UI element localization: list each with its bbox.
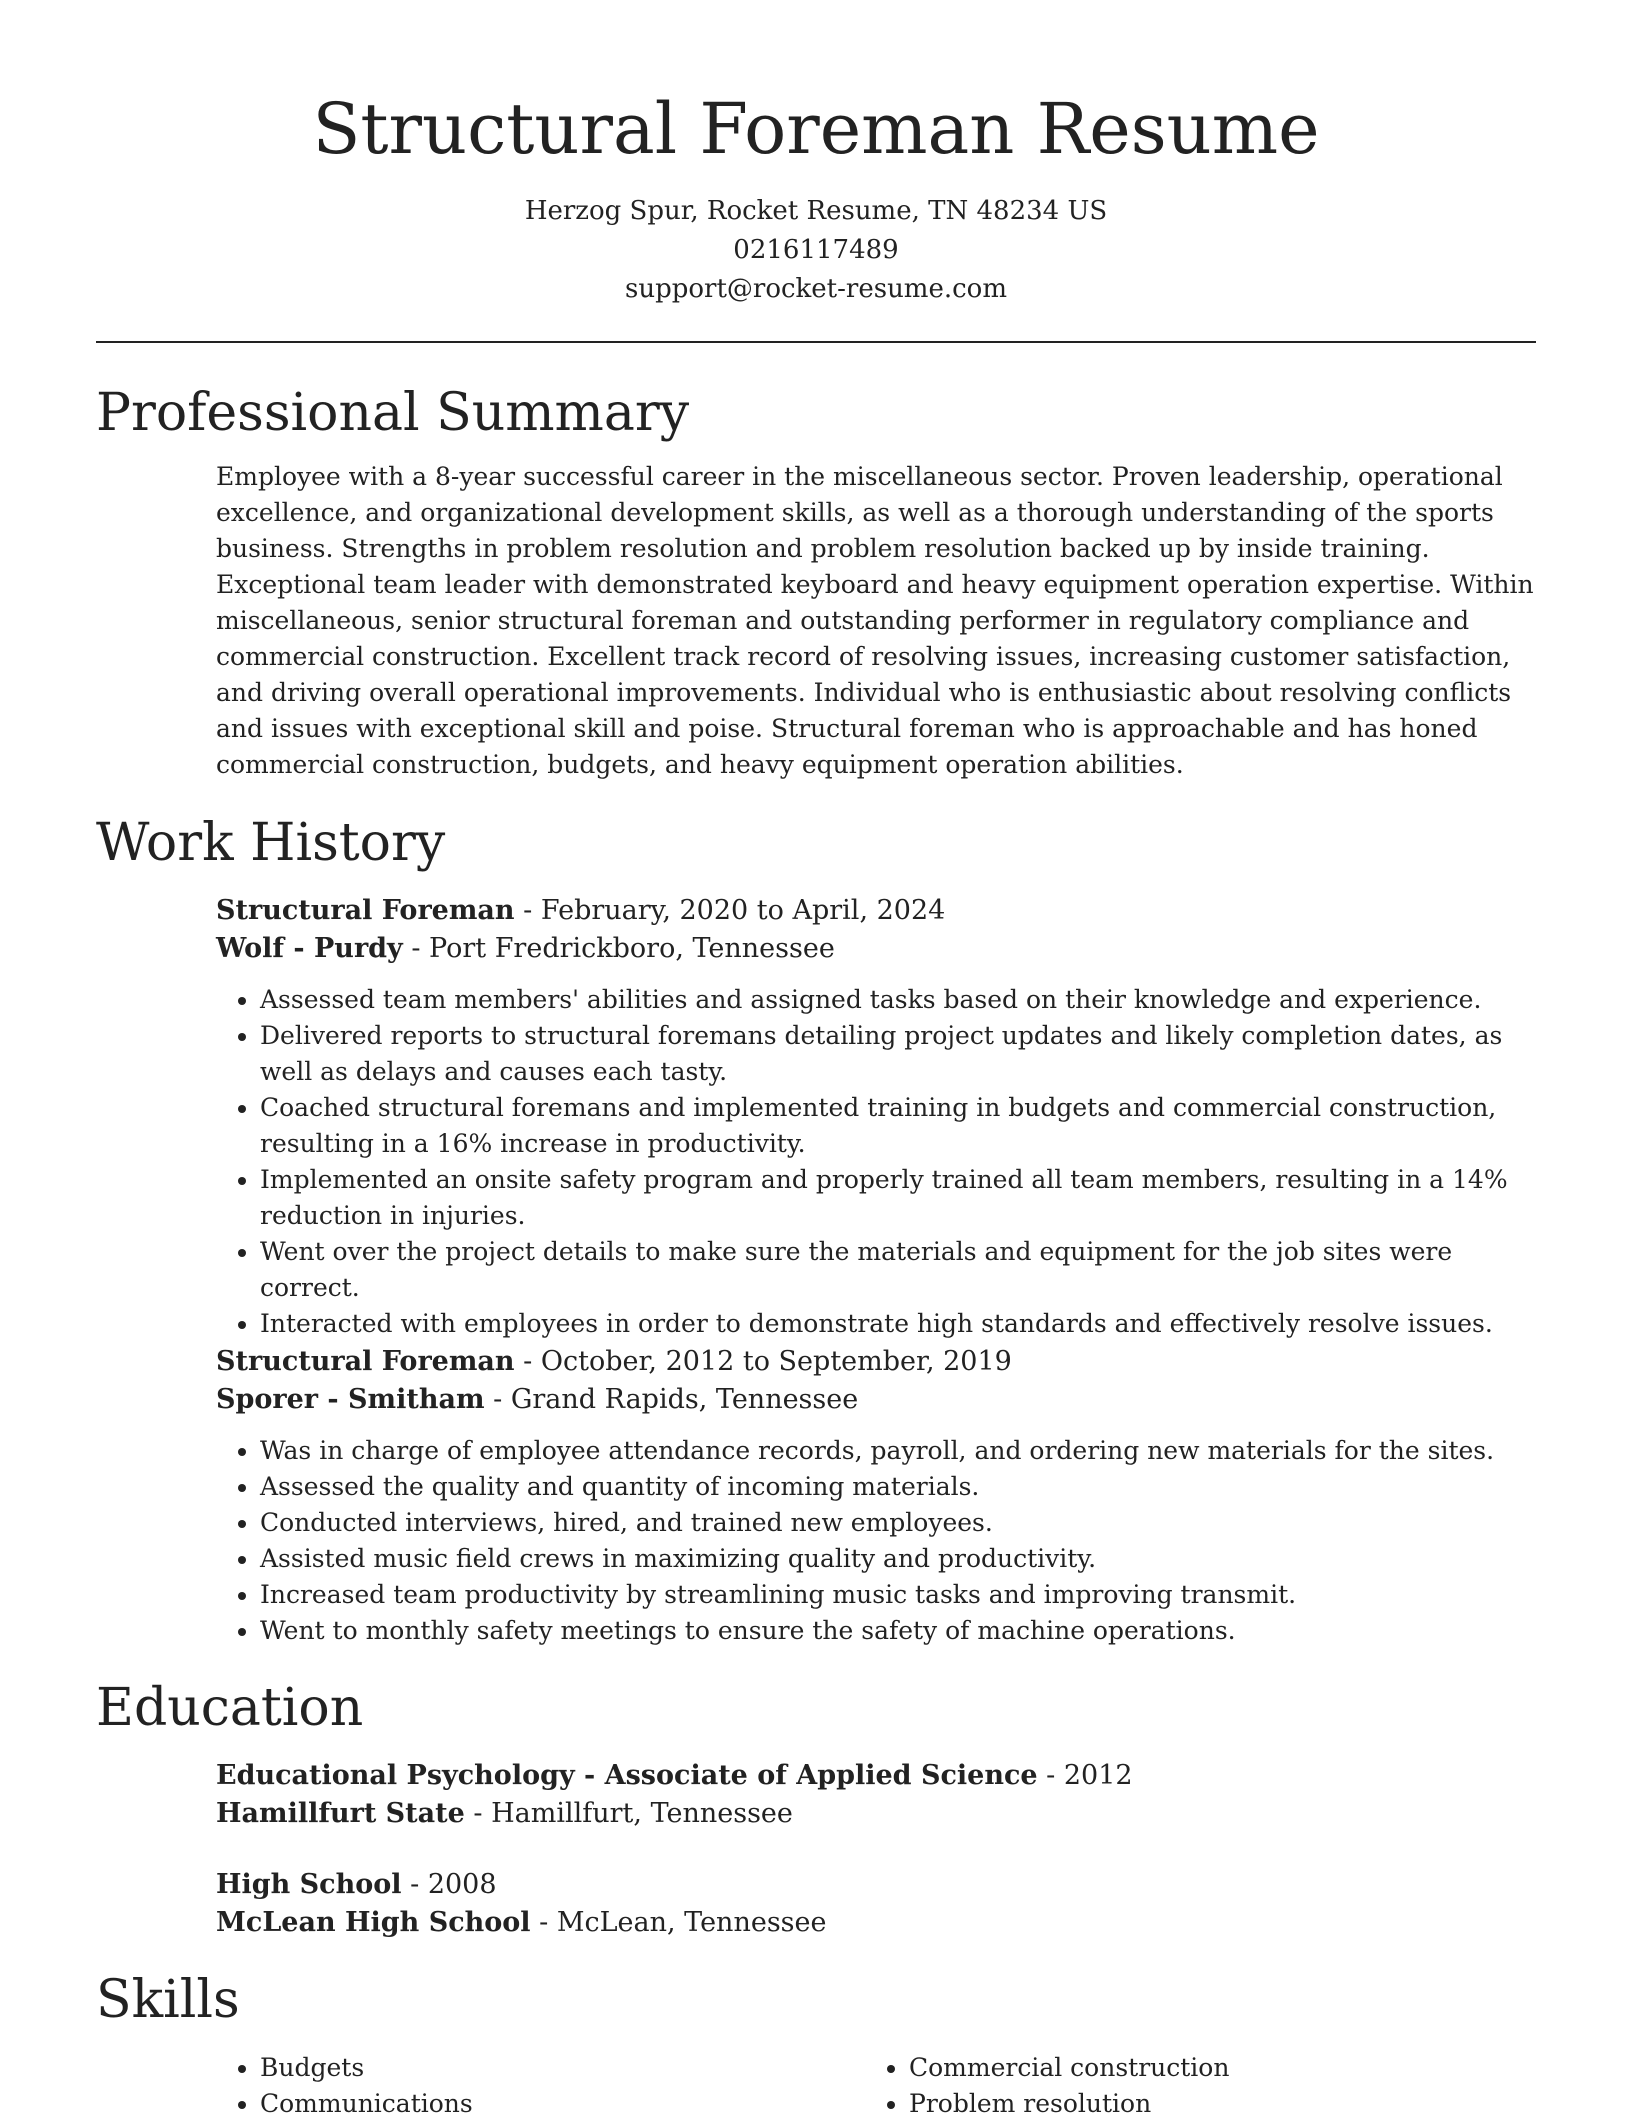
skills-column-left: [216, 2050, 865, 2122]
education-heading: Education: [96, 1678, 364, 1738]
job-company-line: Sporer - Smitham - Grand Rapids, Tennessee: [216, 1384, 859, 1415]
job-company: Wolf - Purdy: [216, 933, 403, 964]
skill-item: • Communications: [260, 2086, 865, 2122]
list-item: • Increased team productivity by streamlining music tasks and improving transmit.: [260, 1577, 1536, 1613]
job-role: Structural Foreman: [216, 895, 515, 926]
list-item: • Assisted music field crews in maximizing quality and productivity.: [260, 1541, 1536, 1577]
summary-heading: Professional Summary: [96, 383, 690, 443]
list-item: • Went to monthly safety meetings to ensure the safety of machine operations.: [260, 1613, 1536, 1649]
job-entry: [216, 1343, 1536, 1649]
job-company: Sporer - Smitham: [216, 1384, 485, 1415]
list-item: • Interacted with employees in order to demonstrate high standards and effectively resolve issues.: [260, 1306, 1536, 1342]
job-location: Grand Rapids, Tennessee: [510, 1384, 859, 1415]
list-item: • Assessed team members' abilities and assigned tasks based on their knowledge and experience.: [260, 982, 1536, 1018]
job-dates: February, 2020 to April, 2024: [540, 895, 946, 926]
list-item: • Was in charge of employee attendance records, payroll, and ordering new materials for the sites.: [260, 1433, 1536, 1469]
header-divider: [96, 341, 1536, 343]
school-name: McLean High School: [216, 1907, 531, 1938]
summary-text: Employee with a 8-year successful career in the miscellaneous sector. Proven leadership, operational excellence, and organizational development skills, as well as a thorough understanding of the sports business. Strengths in problem resolution and problem resolution backed up by inside training. Exceptional team leader with demonstrated keyboard and heavy equipment operation expertise. Within miscellaneous, senior structural foreman and outstanding performer in regulatory compliance and commercial construction. Excellent track record of resolving issues, increasing customer satisfaction, and driving overall operational improvements. Individual who is enthusiastic about resolving conflicts and issues with exceptional skill and poise. Structural foreman who is approachable and has honed commercial construction, budgets, and heavy equipment operation abilities.: [216, 462, 1534, 779]
address: Herzog Spur, Rocket Resume, TN 48234 US: [524, 196, 1108, 226]
skills-heading: Skills: [96, 1970, 240, 2030]
school-line: McLean High School - McLean, Tennessee: [216, 1907, 827, 1938]
job-location: Port Fredrickboro, Tennessee: [429, 933, 835, 964]
contact-info: [0, 192, 1632, 309]
list-item: • Went over the project details to make sure the materials and equipment for the job sites were correct.: [260, 1234, 1536, 1306]
school-location: McLean, Tennessee: [556, 1907, 827, 1938]
school-name: Hamillfurt State: [216, 1798, 465, 1829]
job-company-line: Wolf - Purdy - Port Fredrickboro, Tennessee: [216, 933, 835, 964]
education-entry: [216, 1757, 1536, 1833]
graduation-year: 2008: [427, 1869, 497, 1900]
skill-item: • Budgets: [260, 2050, 865, 2086]
degree-line: High School - 2008: [216, 1869, 497, 1900]
resume-title: Structural Foreman Resume: [312, 88, 1320, 170]
school-line: Hamillfurt State - Hamillfurt, Tennessee: [216, 1798, 793, 1829]
list-item: • Conducted interviews, hired, and trained new employees.: [260, 1505, 1536, 1541]
phone: 0216117489: [733, 235, 899, 265]
list-item: • Coached structural foremans and implemented training in budgets and commercial construction, resulting in a 16% increase in productivity.: [260, 1090, 1536, 1162]
graduation-year: 2012: [1063, 1760, 1133, 1791]
degree-line: Educational Psychology - Associate of Applied Science - 2012: [216, 1760, 1133, 1791]
degree: High School: [216, 1869, 402, 1900]
job-role: Structural Foreman: [216, 1346, 515, 1377]
skills-column-right: [865, 2050, 1514, 2122]
email: support@rocket-resume.com: [624, 274, 1007, 304]
school-location: Hamillfurt, Tennessee: [491, 1798, 793, 1829]
job-entry: [216, 892, 1536, 1342]
skill-item: • Problem resolution: [909, 2086, 1514, 2122]
job-dates: October, 2012 to September, 2019: [540, 1346, 1012, 1377]
job-duties: [216, 982, 1536, 1342]
skills-list: [216, 2050, 1536, 2122]
skill-item: • Commercial construction: [909, 2050, 1514, 2086]
list-item: • Delivered reports to structural foremans detailing project updates and likely completion dates, as well as delays and causes each tasty.: [260, 1018, 1536, 1090]
job-title-line: Structural Foreman - February, 2020 to April, 2024: [216, 895, 946, 926]
degree: Educational Psychology - Associate of Applied Science: [216, 1760, 1038, 1791]
education-entry: [216, 1866, 1536, 1942]
resume-header: [0, 0, 1632, 309]
summary-text-block: [216, 459, 1536, 783]
list-item: • Implemented an onsite safety program and properly trained all team members, resulting in a 14% reduction in injuries.: [260, 1162, 1536, 1234]
job-title-line: Structural Foreman - October, 2012 to September, 2019: [216, 1346, 1012, 1377]
list-item: • Assessed the quality and quantity of incoming materials.: [260, 1469, 1536, 1505]
work-history-heading: Work History: [96, 813, 446, 873]
job-duties: [216, 1433, 1536, 1649]
